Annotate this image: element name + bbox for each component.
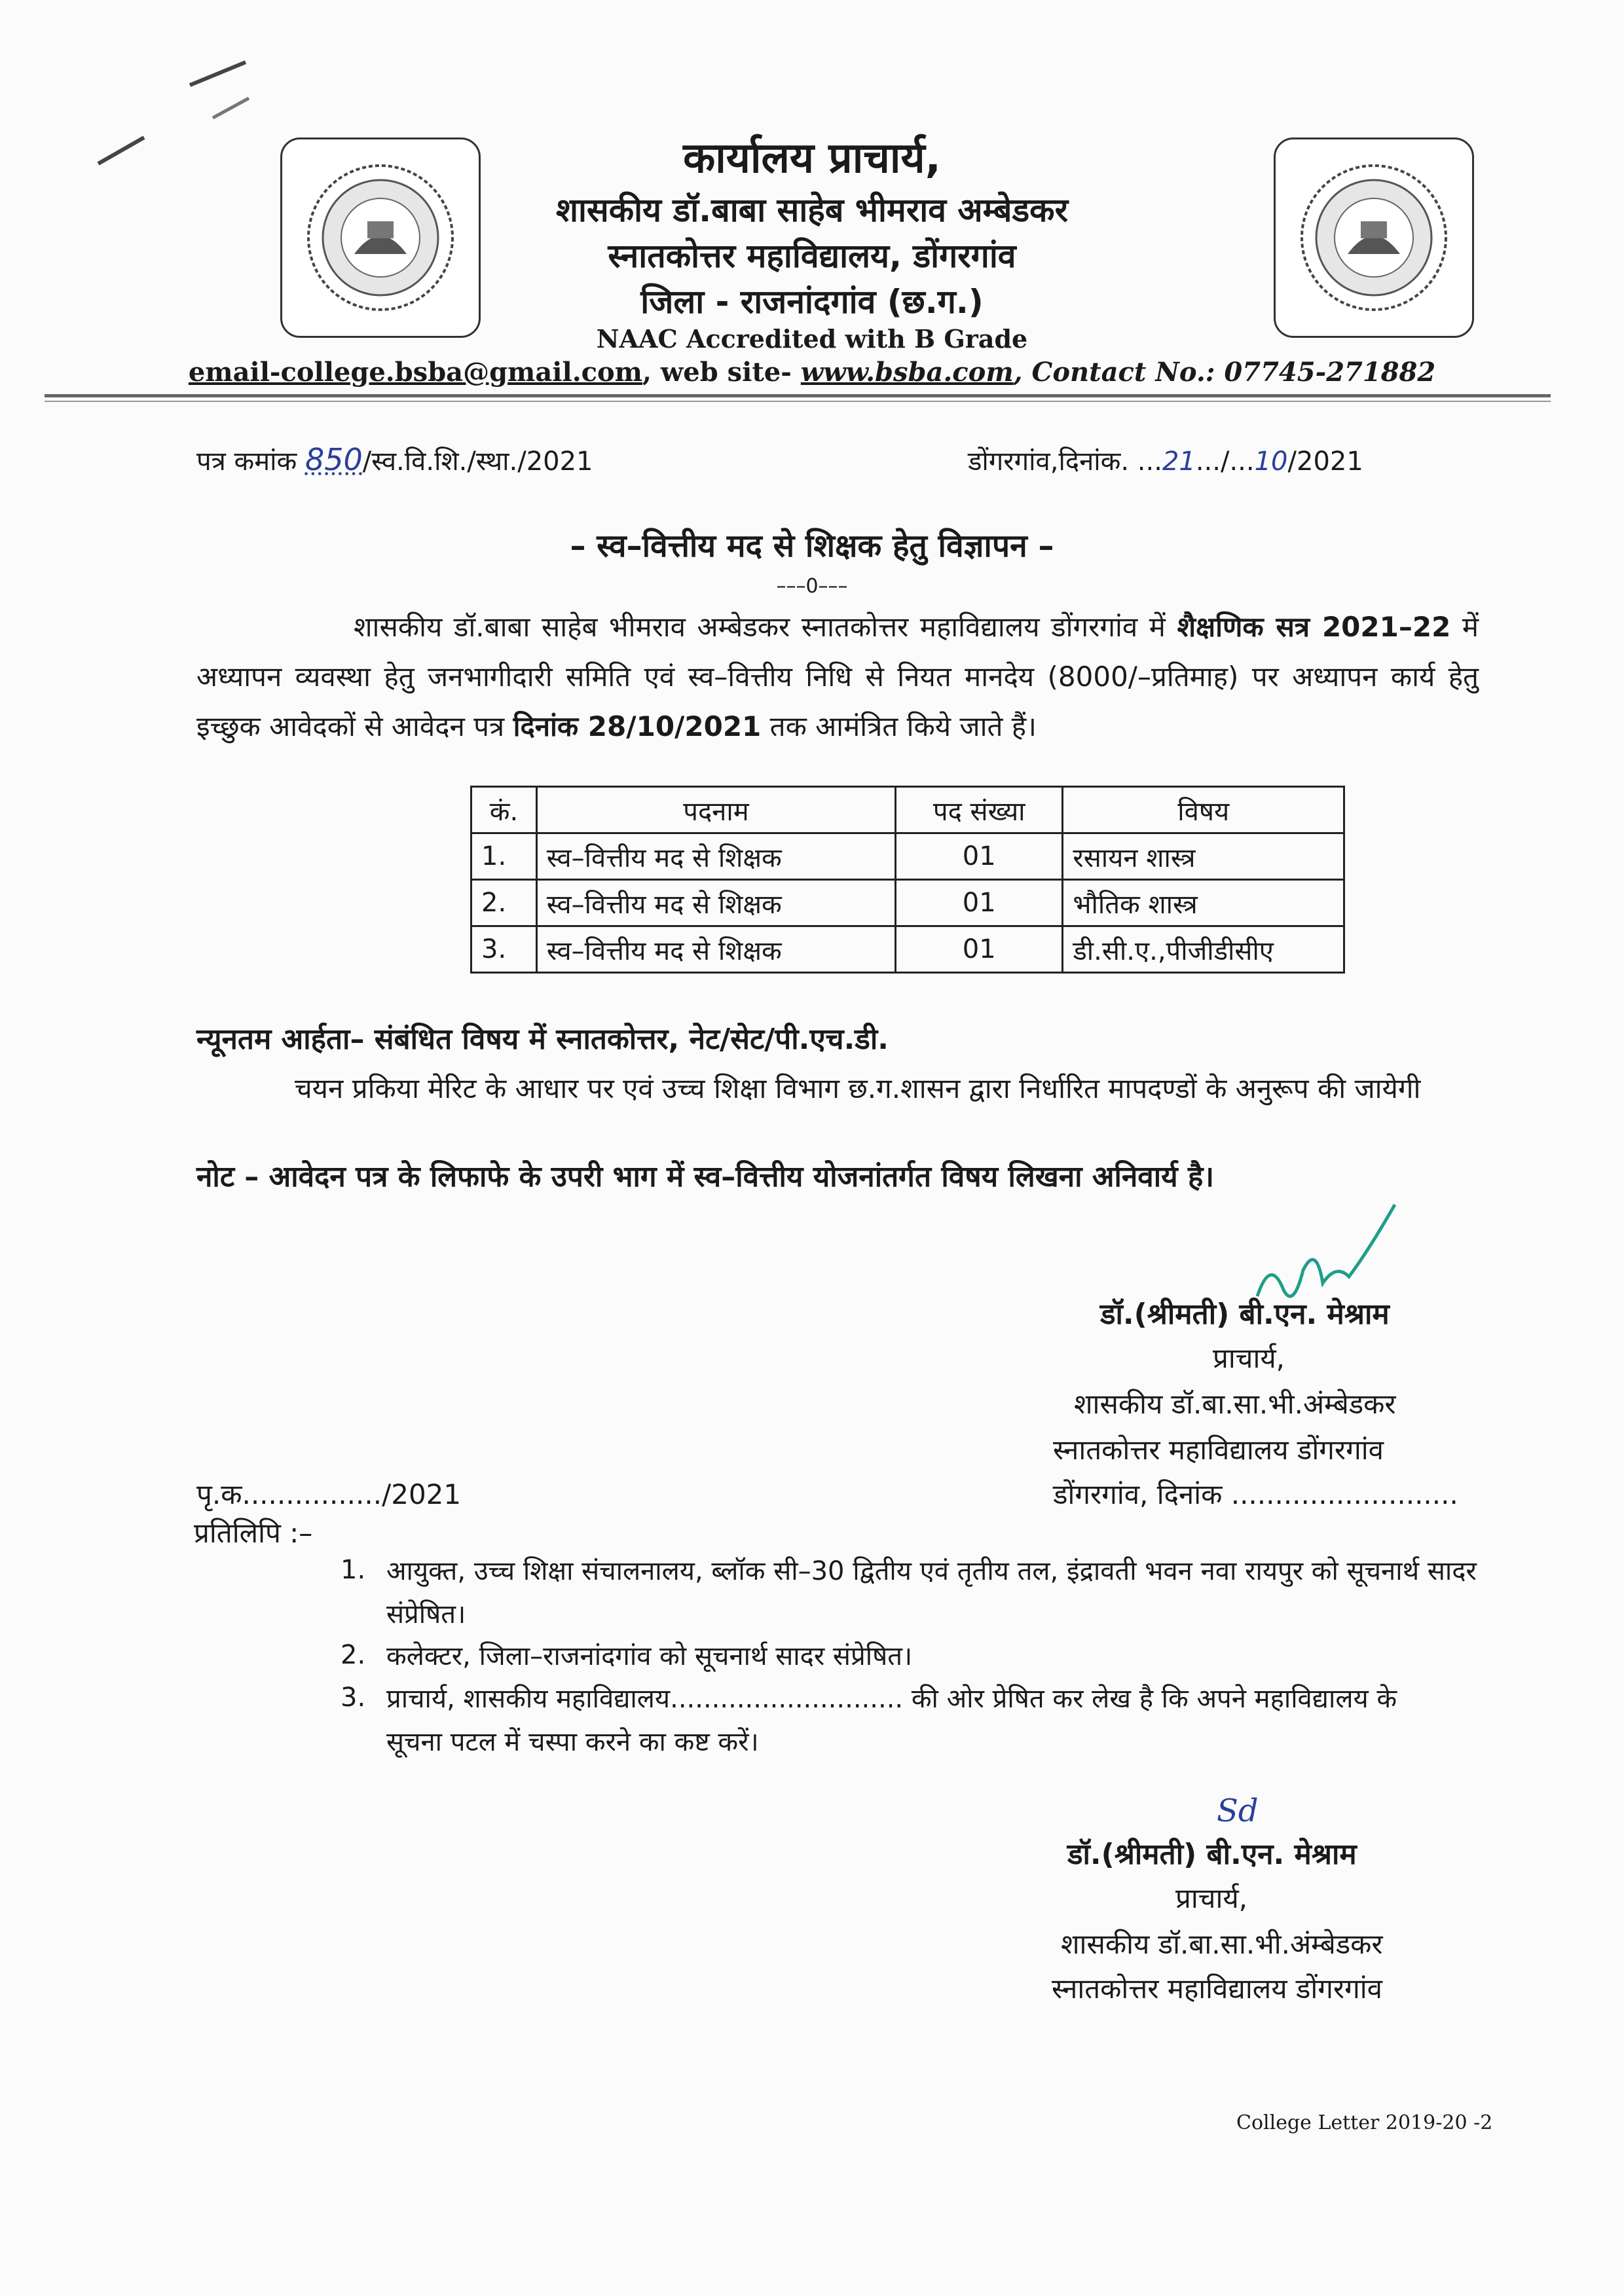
letter-number-value: 850 — [304, 442, 363, 477]
table-cell: स्व–वित्तीय मद से शिक्षक — [536, 833, 895, 880]
web-prefix: , web site- — [642, 357, 792, 388]
letter-number-label: पत्र कमांक — [196, 446, 297, 477]
table-row — [471, 926, 1344, 973]
table-cell: भौतिक शास्त्र — [1063, 880, 1344, 926]
signed-mark: Sd — [1217, 1793, 1259, 1829]
table-row — [471, 880, 1344, 926]
body-text-3: तक आमंत्रित किये जाते हैं। — [761, 710, 1037, 742]
table-row — [471, 833, 1344, 880]
website-link[interactable]: www.bsba.com — [800, 357, 1014, 388]
list-item-text: प्राचार्य, शासकीय महाविद्यालय............................ की ओर प्रेषित कर लेख है कि अपने महाविद्यालय के सूचना पटल में चस्पा करने का कष्ट करें। — [386, 1684, 1397, 1757]
date-year: /2021 — [1287, 446, 1363, 477]
body-deadline: दिनांक 28/10/2021 — [513, 710, 762, 742]
letter-number-suffix: /स्व.वि.शि./स्था./2021 — [362, 446, 593, 477]
list-item-number: 2. — [341, 1640, 366, 1670]
list-item-number: 1. — [341, 1555, 366, 1585]
body-text-2: में अध्यापन व्यवस्था हेतु जनभागीदारी समिति एवं स्व–वित्तीय निधि से नियत मानदेय (8000/–प्रतिमाह) पर अध्यापन कार्य हेतु इच्छुक आवेदकों से आवेदन पत्र — [196, 611, 1479, 742]
table-cell: स्व–वित्तीय मद से शिक्षक — [536, 926, 895, 973]
signatory-2-title: प्राचार्य, — [1175, 1882, 1248, 1914]
signatory-2-college-2: स्नातकोत्तर महाविद्यालय डोंगरगांव — [1052, 1973, 1382, 2005]
table-header-cell: पदनाम — [536, 787, 895, 833]
table-cell: 01 — [896, 926, 1063, 973]
copy-reference: पृ.क................/2021 — [196, 1478, 462, 1510]
body-text-1: शासकीय डॉ.बाबा साहेब भीमराव अम्बेडकर स्नातकोत्तर महाविद्यालय डोंगरगांव में — [354, 611, 1177, 643]
email-link[interactable]: email-college.bsba@gmail.com — [188, 357, 642, 388]
header-divider — [45, 394, 1551, 397]
min-qualification: न्यूनतम आर्हता– संबंधित विषय में स्नातकोत्तर, नेट/सेट/पी.एच.डी. — [196, 1023, 889, 1056]
notice-title: – स्व–वित्तीय मद से शिक्षक हेतु विज्ञापन – — [570, 528, 1054, 564]
signatory-2-college-1: शासकीय डॉ.बा.सा.भी.अंम्बेडकर — [1061, 1928, 1383, 1960]
signatory-2-name: डॉ.(श्रीमती) बी.एन. मेश्राम — [1067, 1838, 1357, 1871]
table-cell: डी.सी.ए.,पीजीडीसीए — [1063, 926, 1344, 973]
letter-date: डोंगरगांव,दिनांक. ...21.../...10/2021 — [968, 446, 1363, 477]
letter-number — [196, 442, 593, 478]
signatory-1-name: डॉ.(श्रीमती) बी.एन. मेश्राम — [1100, 1298, 1390, 1331]
date-month: 10 — [1254, 446, 1288, 477]
list-item-text: कलेक्टर, जिला–राजनांदगांव को सूचनार्थ सादर संप्रेषित। — [386, 1641, 913, 1671]
table-header-cell: कं. — [471, 787, 537, 833]
signatory-1-title: प्राचार्य, — [1213, 1342, 1285, 1374]
application-note: नोट – आवेदन पत्र के लिफाफे के उपरी भाग में स्व–वित्तीय योजनांतर्गत विषय लिखना अनिवार्य है। — [196, 1160, 1214, 1194]
table-cell: 01 — [896, 880, 1063, 926]
signatory-1-college-1: शासकीय डॉ.बा.सा.भी.अंम्बेडकर — [1074, 1388, 1396, 1420]
body-session: शैक्षणिक सत्र 2021–22 — [1177, 611, 1451, 643]
notice-body — [196, 602, 1479, 752]
posts-table — [470, 786, 1345, 974]
district-line: जिला - राजनांदगांव (छ.ग.) — [640, 283, 984, 321]
title-separator: –––0––– — [776, 575, 848, 598]
naac-line: NAAC Accredited with B Grade — [596, 324, 1028, 354]
table-header-cell: पद संख्या — [896, 787, 1063, 833]
date-day: 21 — [1162, 446, 1196, 477]
table-cell: 01 — [896, 833, 1063, 880]
college-name-line1: शासकीय डॉ.बाबा साहेब भीमराव अम्बेडकर — [555, 191, 1069, 229]
copy-label: प्रतिलिपि :– — [194, 1517, 313, 1549]
list-item-text: आयुक्त, उच्च शिक्षा संचालनालय, ब्लॉक सी–30 द्वितीय एवं तृतीय तल, इंद्रावती भवन नवा रायपुर को सूचनार्थ सादर संप्रेषित। — [386, 1556, 1477, 1630]
table-cell: 2. — [471, 880, 537, 926]
header-divider-thin — [45, 401, 1551, 402]
college-name-line2: स्नातकोत्तर महाविद्यालय, डोंगरगांव — [608, 237, 1016, 275]
selection-process: चयन प्रकिया मेरिट के आधार पर एवं उच्च शिक्षा विभाग छ.ग.शासन द्वारा निर्धारित मापदण्डों के अनुरूप की जायेगी — [295, 1072, 1421, 1104]
date-label: डोंगरगांव,दिनांक. — [968, 446, 1130, 477]
table-header-row — [471, 787, 1344, 833]
contact-line — [0, 357, 1624, 388]
signatory-1-date: डोंगरगांव, दिनांक .......................... — [1053, 1478, 1458, 1510]
table-header-cell: विषय — [1063, 787, 1344, 833]
table-cell: स्व–वित्तीय मद से शिक्षक — [536, 880, 895, 926]
footer-code: College Letter 2019-20 -2 — [1236, 2111, 1493, 2134]
office-title: कार्यालय प्राचार्य, — [683, 134, 941, 183]
signatory-1-college-2: स्नातकोत्तर महाविद्यालय डोंगरगांव — [1053, 1434, 1384, 1466]
list-item-number: 3. — [341, 1683, 366, 1713]
contact-number: , Contact No.: 07745-271882 — [1013, 357, 1436, 388]
table-cell: रसायन शास्त्र — [1063, 833, 1344, 880]
table-cell: 3. — [471, 926, 537, 973]
table-cell: 1. — [471, 833, 537, 880]
